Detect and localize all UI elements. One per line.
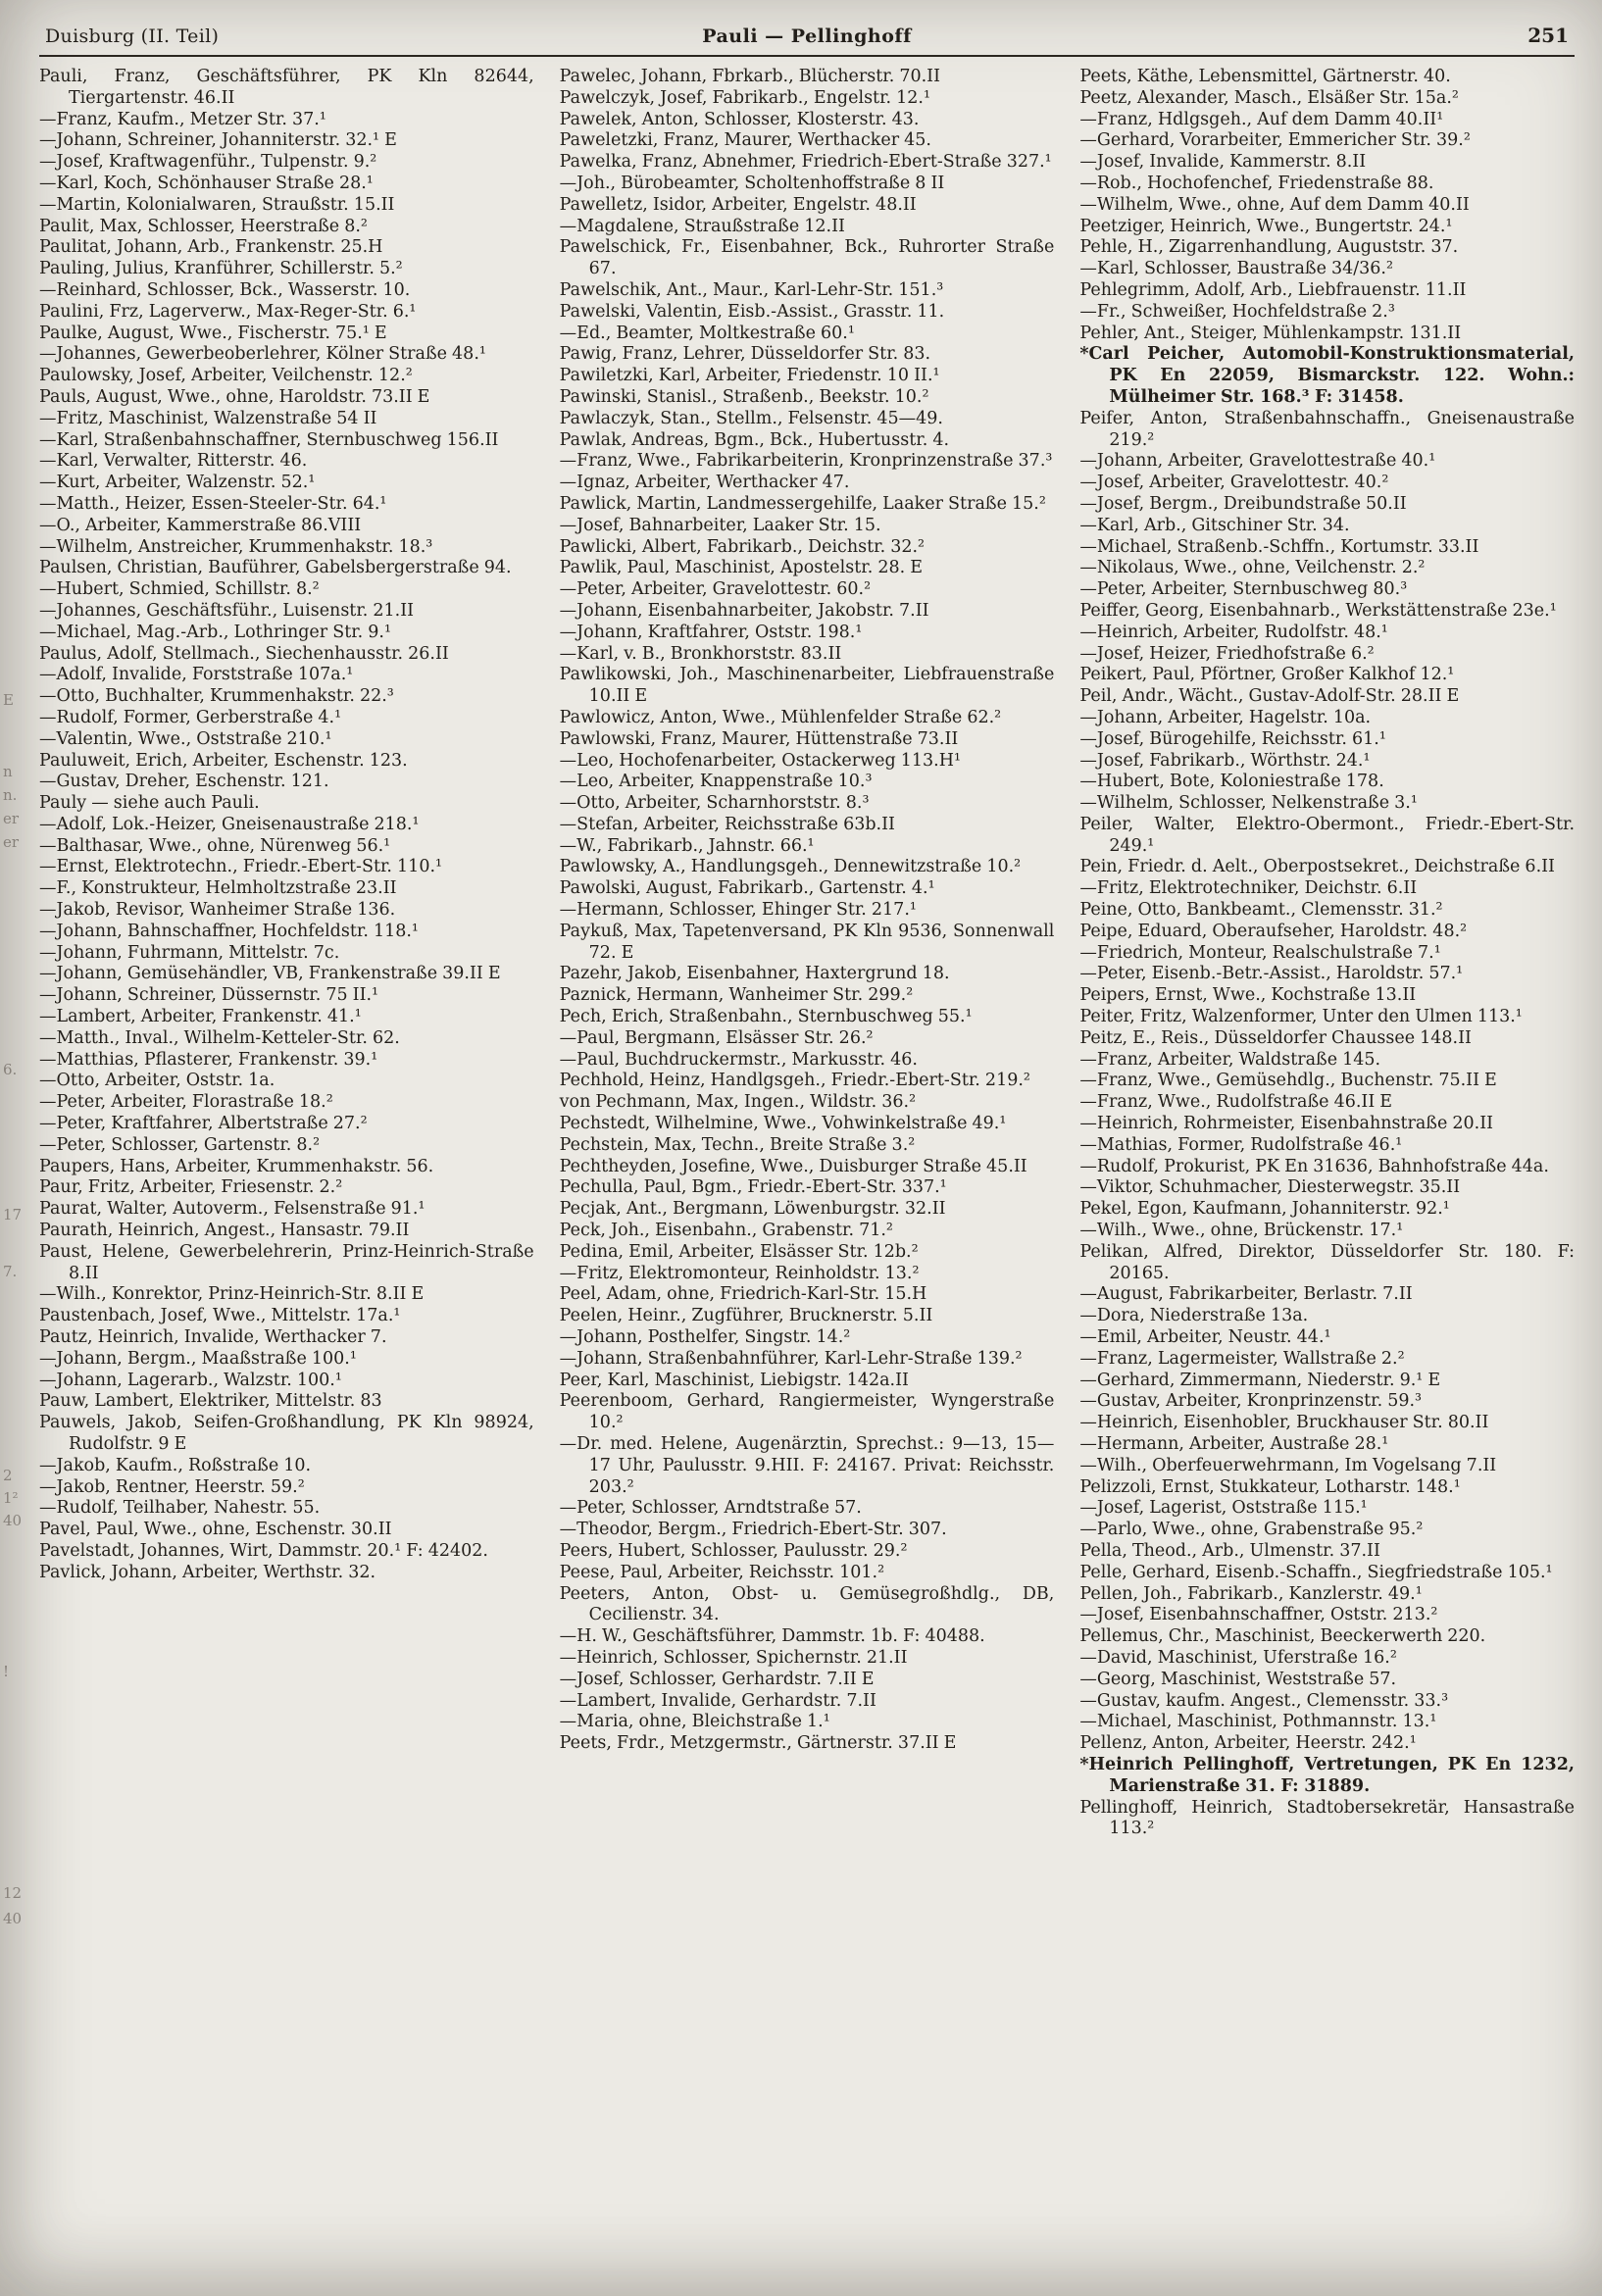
- directory-entry: —Ernst, Elektrotechn., Friedr.-Ebert-Str. 110.¹: [39, 857, 443, 877]
- directory-entry: —Josef, Schlosser, Gerhardstr. 7.II E: [559, 1669, 875, 1689]
- directory-entry: —Jakob, Revisor, Wanheimer Straße 136.: [39, 900, 396, 921]
- directory-entry: Peets, Frdr., Metzgermstr., Gärtnerstr. 37.II E: [559, 1733, 957, 1754]
- directory-entry: —Fritz, Maschinist, Walzenstraße 54 II: [39, 408, 377, 428]
- directory-entry: —Theodor, Bergm., Friedrich-Ebert-Str. 307.: [559, 1520, 947, 1540]
- directory-entry: —Franz, Hdlgsgeh., Auf dem Damm 40.II¹: [1079, 109, 1444, 129]
- directory-entry: —Gustav, Dreher, Eschenstr. 121.: [39, 772, 329, 792]
- directory-entry: Paulit, Max, Schlosser, Heerstraße 8.²: [39, 216, 368, 236]
- margin-artifact-mark: 40: [3, 1910, 23, 1927]
- directory-entry: —Franz, Wwe., Gemüsehdlg., Buchenstr. 75.II E: [1079, 1071, 1497, 1091]
- directory-entry: —Adolf, Lok.-Heizer, Gneisenaustraße 218.¹: [39, 814, 420, 834]
- directory-entry: —Wilh., Oberfeuerwehrmann, Im Vogelsang 7.II: [1079, 1455, 1497, 1475]
- directory-entry: —Georg, Maschinist, Weststraße 57.: [1079, 1669, 1397, 1689]
- directory-entry: Pawelletz, Isidor, Arbeiter, Engelstr. 48.II: [559, 194, 917, 215]
- directory-entry: —Johann, Lagerarb., Walzstr. 100.¹: [39, 1370, 342, 1390]
- directory-entry: Peerenboom, Gerhard, Rangiermeister, Wyngerstraße 10.²: [559, 1391, 1055, 1433]
- directory-columns: [39, 67, 1575, 1840]
- directory-entry: —Johann, Bergm., Maaßstraße 100.¹: [39, 1348, 357, 1369]
- directory-entry: —Friedrich, Monteur, Realschulstraße 7.¹: [1079, 942, 1441, 963]
- directory-entry: von Pechmann, Max, Ingen., Wildstr. 36.²: [559, 1092, 917, 1113]
- directory-entry: —Rudolf, Former, Gerberstraße 4.¹: [39, 707, 342, 727]
- directory-entry: —Josef, Bürogehilfe, Reichsstr. 61.¹: [1079, 728, 1386, 749]
- margin-artifact-mark: 40: [3, 1512, 23, 1529]
- directory-entry: —Josef, Arbeiter, Gravelottestr. 40.²: [1079, 473, 1389, 493]
- directory-entry: Pellenz, Anton, Arbeiter, Heerstr. 242.¹: [1079, 1733, 1417, 1754]
- directory-column-2: [560, 67, 1055, 1840]
- directory-entry: Peiter, Fritz, Walzenformer, Unter den Ulmen 113.¹: [1079, 1007, 1523, 1027]
- directory-entry: Pawlicki, Albert, Fabrikarb., Deichstr. 32.²: [559, 536, 926, 557]
- directory-entry: —Johann, Schreiner, Düssernstr. 75 II.¹: [39, 985, 379, 1006]
- directory-entry: Pawelschick, Fr., Eisenbahner, Bck., Ruhrorter Straße 67.: [559, 237, 1055, 279]
- directory-column-1: [39, 67, 534, 1840]
- directory-entry: —Matthias, Pflasterer, Frankenstr. 39.¹: [39, 1049, 378, 1070]
- header-city-label: Duisburg (II. Teil): [45, 25, 220, 47]
- directory-entry: Pavelstadt, Johannes, Wirt, Dammstr. 20.¹ F: 42402.: [39, 1540, 488, 1561]
- directory-entry: Peel, Adam, ohne, Friedrich-Karl-Str. 15.H: [559, 1284, 927, 1305]
- directory-entry: Pech, Erich, Straßenbahn., Sternbuschweg 55.¹: [559, 1007, 973, 1027]
- directory-entry: —Johann, Schreiner, Johanniterstr. 32.¹ E: [39, 130, 397, 151]
- directory-entry: Pechstedt, Wilhelmine, Wwe., Vohwinkelstraße 49.¹: [559, 1114, 1007, 1134]
- directory-entry: —Franz, Wwe., Rudolfstraße 46.II E: [1079, 1092, 1393, 1113]
- margin-artifact-mark: 2: [3, 1467, 13, 1484]
- directory-entry: Pein, Friedr. d. Aelt., Oberpostsekret., Deichstraße 6.II: [1079, 857, 1555, 877]
- directory-entry: Pawinski, Stanisl., Straßenb., Beekstr. 10.²: [559, 386, 929, 407]
- directory-entry: —Peter, Arbeiter, Florastraße 18.²: [39, 1092, 333, 1113]
- directory-entry: *Carl Peicher, Automobil-Konstruktionsmaterial, PK En 22059, Bismarckstr. 122. Wohn.: Mülheimer Str. 168.³ F: 31458.: [1079, 344, 1576, 407]
- directory-entry: —Michael, Straßenb.-Schffn., Kortumstr. 33.II: [1079, 536, 1479, 557]
- directory-entry: Pawlikowski, Joh., Maschinenarbeiter, Liebfrauenstraße 10.II E: [559, 665, 1055, 707]
- directory-entry: —Leo, Hochofenarbeiter, Ostackerweg 113.H¹: [559, 750, 961, 771]
- directory-entry: —Gustav, Arbeiter, Kronprinzenstr. 59.³: [1079, 1391, 1423, 1412]
- directory-entry: —Franz, Kaufm., Metzer Str. 37.¹: [39, 109, 326, 129]
- directory-entry: —Joh., Bürobeamter, Scholtenhoffstraße 8 II: [559, 173, 945, 193]
- margin-artifact-mark: 12: [3, 1884, 23, 1902]
- directory-entry: Pelle, Gerhard, Eisenb.-Schaffn., Siegfriedstraße 105.¹: [1079, 1562, 1553, 1582]
- directory-entry: —Nikolaus, Wwe., ohne, Veilchenstr. 2.²: [1079, 558, 1426, 578]
- directory-entry: —Gerhard, Vorarbeiter, Emmericher Str. 39.²: [1079, 130, 1471, 151]
- directory-entry: Pauly — siehe auch Pauli.: [39, 793, 260, 814]
- page-number: 251: [1527, 24, 1569, 47]
- directory-entry: —Franz, Wwe., Fabrikarbeiterin, Kronprinzenstraße 37.³: [559, 451, 1053, 472]
- margin-artifact-mark: !: [3, 1663, 10, 1680]
- margin-artifacts: [0, 0, 33, 2296]
- directory-entry: Pedina, Emil, Arbeiter, Elsässer Str. 12b.²: [559, 1241, 919, 1262]
- directory-entry: Pawlik, Paul, Maschinist, Apostelstr. 28. E: [559, 558, 924, 578]
- directory-entry: —Karl, Straßenbahnschaffner, Sternbuschweg 156.II: [39, 429, 499, 450]
- directory-entry: —Johann, Straßenbahnführer, Karl-Lehr-Straße 139.²: [559, 1348, 1023, 1369]
- directory-entry: —Josef, Invalide, Kammerstr. 8.II: [1079, 152, 1367, 173]
- directory-entry: Paulowsky, Josef, Arbeiter, Veilchenstr. 12.²: [39, 366, 413, 386]
- directory-entry: —Martin, Kolonialwaren, Straußstr. 15.II: [39, 194, 395, 215]
- directory-entry: —Hermann, Arbeiter, Austraße 28.¹: [1079, 1434, 1389, 1454]
- directory-entry: Pavlick, Johann, Arbeiter, Werthstr. 32.: [39, 1562, 376, 1582]
- directory-entry: —Matth., Inval., Wilhelm-Ketteler-Str. 62.: [39, 1027, 400, 1048]
- directory-entry: —Wilhelm, Anstreicher, Krummenhakstr. 18.³: [39, 536, 433, 557]
- directory-entry: Paur, Fritz, Arbeiter, Friesenstr. 2.²: [39, 1177, 343, 1198]
- directory-entry: —Josef, Lagerist, Oststraße 115.¹: [1079, 1498, 1368, 1519]
- directory-entry: —Dr. med. Helene, Augenärztin, Sprechst.: 9—13, 15—17 Uhr, Paulusstr. 9.HII. F: 24167. Privat: Reichsstr. 203.²: [559, 1434, 1055, 1497]
- directory-entry: —Michael, Mag.-Arb., Lothringer Str. 9.¹: [39, 622, 392, 642]
- directory-entry: —Gustav, kaufm. Angest., Clemensstr. 33.³: [1079, 1690, 1449, 1711]
- directory-entry: —Emil, Arbeiter, Neustr. 44.¹: [1079, 1327, 1331, 1348]
- directory-entry: Paulke, August, Wwe., Fischerstr. 75.¹ E: [39, 323, 387, 343]
- directory-entry: Pehler, Ant., Steiger, Mühlenkampstr. 131.II: [1079, 323, 1462, 343]
- margin-artifact-mark: 6.: [3, 1061, 18, 1078]
- directory-entry: Pawiletzki, Karl, Arbeiter, Friedenstr. 10 II.¹: [559, 366, 940, 386]
- directory-entry: —Leo, Arbeiter, Knappenstraße 10.³: [559, 772, 873, 792]
- directory-entry: —Wilhelm, Schlosser, Nelkenstraße 3.¹: [1079, 793, 1418, 814]
- directory-entry: —Dora, Niederstraße 13a.: [1079, 1306, 1309, 1326]
- directory-entry: —Rudolf, Teilhaber, Nahestr. 55.: [39, 1498, 321, 1519]
- directory-entry: —Johann, Gemüsehändler, VB, Frankenstraße 39.II E: [39, 964, 501, 984]
- directory-entry: —Heinrich, Rohrmeister, Eisenbahnstraße 20.II: [1079, 1114, 1494, 1134]
- directory-entry: —Paul, Bergmann, Elsässer Str. 26.²: [559, 1027, 874, 1048]
- directory-entry: —Johann, Fuhrmann, Mittelstr. 7c.: [39, 942, 340, 963]
- margin-artifact-mark: E: [3, 691, 14, 709]
- directory-entry: —Rudolf, Prokurist, PK En 31636, Bahnhofstraße 44a.: [1079, 1156, 1549, 1176]
- directory-entry: Paykuß, Max, Tapetenversand, PK Kln 9536, Sonnenwall 72. E: [559, 921, 1055, 963]
- directory-entry: —Wilh., Wwe., ohne, Brückenstr. 17.¹: [1079, 1221, 1404, 1241]
- directory-entry: Peets, Käthe, Lebensmittel, Gärtnerstr. 40.: [1079, 67, 1451, 86]
- directory-entry: —Fritz, Elektrotechniker, Deichstr. 6.II: [1079, 878, 1418, 899]
- directory-entry: —Karl, Koch, Schönhauser Straße 28.¹: [39, 173, 374, 193]
- directory-entry: Paulini, Frz, Lagerverw., Max-Reger-Str. 6.¹: [39, 301, 417, 322]
- directory-entry: —Jakob, Kaufm., Roßstraße 10.: [39, 1455, 312, 1475]
- directory-entry: Paustenbach, Josef, Wwe., Mittelstr. 17a.¹: [39, 1306, 401, 1326]
- directory-entry: —Reinhard, Schlosser, Bck., Wasserstr. 10.: [39, 279, 411, 300]
- directory-entry: —O., Arbeiter, Kammerstraße 86.VIII: [39, 515, 362, 535]
- header-name-range: Pauli — Pellinghoff: [702, 25, 912, 47]
- directory-entry: Pauli, Franz, Geschäftsführer, PK Kln 82644, Tiergartenstr. 46.II: [39, 67, 534, 108]
- margin-artifact-mark: 17: [3, 1206, 23, 1223]
- directory-entry: —Paul, Buchdruckermstr., Markusstr. 46.: [559, 1049, 918, 1070]
- directory-entry: —Josef, Bergm., Dreibundstraße 50.II: [1079, 493, 1407, 514]
- directory-entry: Peers, Hubert, Schlosser, Paulusstr. 29.²: [559, 1540, 908, 1561]
- directory-entry: —Josef, Eisenbahnschaffner, Oststr. 213.²: [1079, 1605, 1438, 1625]
- margin-artifact-mark: er: [3, 810, 20, 827]
- directory-entry: —Peter, Schlosser, Arndtstraße 57.: [559, 1498, 862, 1519]
- directory-entry: —Viktor, Schuhmacher, Diesterwegstr. 35.II: [1079, 1177, 1461, 1198]
- directory-entry: —Stefan, Arbeiter, Reichsstraße 63b.II: [559, 814, 895, 834]
- directory-entry: —Jakob, Rentner, Heerstr. 59.²: [39, 1476, 305, 1497]
- directory-entry: —Ed., Beamter, Moltkestraße 60.¹: [559, 323, 855, 343]
- directory-entry: Peer, Karl, Maschinist, Liebigstr. 142a.II: [559, 1370, 909, 1390]
- directory-entry: Pelizzoli, Ernst, Stukkateur, Lotharstr. 148.¹: [1079, 1476, 1461, 1497]
- directory-entry: —Otto, Arbeiter, Scharnhorststr. 8.³: [559, 793, 870, 814]
- directory-entry: Pawelka, Franz, Abnehmer, Friedrich-Ebert-Straße 327.¹: [559, 152, 1052, 173]
- directory-entry: Pechulla, Paul, Bgm., Friedr.-Ebert-Str. 337.¹: [559, 1177, 947, 1198]
- directory-entry: Pawelski, Valentin, Eisb.-Assist., Grasstr. 11.: [559, 301, 945, 322]
- directory-entry: Paust, Helene, Gewerbelehrerin, Prinz-Heinrich-Straße 8.II: [39, 1241, 534, 1283]
- directory-entry: —Johannes, Geschäftsführ., Luisenstr. 21.II: [39, 600, 415, 621]
- directory-entry: Pawelczyk, Josef, Fabrikarb., Engelstr. 12.¹: [559, 87, 931, 108]
- directory-entry: —Adolf, Invalide, Forststraße 107a.¹: [39, 665, 354, 685]
- directory-entry: Paurath, Heinrich, Angest., Hansastr. 79.II: [39, 1221, 410, 1241]
- directory-entry: Pawelec, Johann, Fbrkarb., Blücherstr. 70.II: [559, 67, 940, 86]
- directory-entry: —Karl, Verwalter, Ritterstr. 46.: [39, 451, 308, 472]
- directory-entry: Pellinghoff, Heinrich, Stadtobersekretär, Hansastraße 113.²: [1079, 1797, 1576, 1839]
- directory-entry: —Heinrich, Arbeiter, Rudolfstr. 48.¹: [1079, 622, 1388, 642]
- header-rule: [39, 55, 1575, 57]
- directory-entry: —Peter, Kraftfahrer, Albertstraße 27.²: [39, 1114, 368, 1134]
- directory-entry: —Peter, Eisenb.-Betr.-Assist., Haroldstr. 57.¹: [1079, 964, 1464, 984]
- directory-entry: —Heinrich, Eisenhobler, Bruckhauser Str. 80.II: [1079, 1413, 1489, 1433]
- directory-entry: Pauwels, Jakob, Seifen-Großhandlung, PK Kln 98924, Rudolfstr. 9 E: [39, 1413, 534, 1454]
- directory-entry: —Valentin, Wwe., Oststraße 210.¹: [39, 728, 332, 749]
- directory-entry: —Magdalene, Straußstraße 12.II: [559, 216, 845, 236]
- directory-entry: Peipe, Eduard, Oberaufseher, Haroldstr. 48.²: [1079, 921, 1468, 941]
- directory-entry: Pekel, Egon, Kaufmann, Johanniterstr. 92.¹: [1079, 1199, 1450, 1220]
- directory-entry: Pazehr, Jakob, Eisenbahner, Haxtergrund 18.: [559, 964, 950, 984]
- directory-entry: —Otto, Buchhalter, Krummenhakstr. 22.³: [39, 686, 394, 707]
- directory-entry: Pehle, H., Zigarrenhandlung, Auguststr. 37.: [1079, 237, 1459, 258]
- directory-entry: Pechtheyden, Josefine, Wwe., Duisburger Straße 45.II: [559, 1156, 1027, 1176]
- directory-entry: —H. W., Geschäftsführer, Dammstr. 1b. F: 40488.: [559, 1626, 985, 1647]
- directory-column-3: [1079, 67, 1575, 1840]
- directory-entry: Paupers, Hans, Arbeiter, Krummenhakstr. 56.: [39, 1156, 434, 1176]
- directory-entry: Pawlowsky, A., Handlungsgeh., Dennewitzstraße 10.²: [559, 857, 1022, 877]
- directory-entry: Peiffer, Georg, Eisenbahnarb., Werkstättenstraße 23e.¹: [1079, 600, 1557, 621]
- directory-entry: —Michael, Maschinist, Pothmannstr. 13.¹: [1079, 1712, 1437, 1732]
- directory-entry: Paulus, Adolf, Stellmach., Siechenhausstr. 26.II: [39, 643, 449, 664]
- directory-entry: —F., Konstrukteur, Helmholtzstraße 23.II: [39, 878, 397, 899]
- directory-entry: —Lambert, Invalide, Gerhardstr. 7.II: [559, 1690, 876, 1711]
- directory-entry: —Johann, Posthelfer, Singstr. 14.²: [559, 1327, 851, 1348]
- directory-entry: Peetziger, Heinrich, Wwe., Bungertstr. 24.¹: [1079, 216, 1453, 236]
- directory-entry: Peikert, Paul, Pförtner, Großer Kalkhof 12.¹: [1079, 665, 1455, 685]
- directory-entry: —Fritz, Elektromonteur, Reinholdstr. 13.²: [559, 1263, 920, 1283]
- directory-entry: Paznick, Hermann, Wanheimer Str. 299.²: [559, 985, 914, 1006]
- directory-entry: —Franz, Arbeiter, Waldstraße 145.: [1079, 1049, 1381, 1070]
- directory-entry: Pawelschik, Ant., Maur., Karl-Lehr-Str. 151.³: [559, 279, 944, 300]
- directory-entry: Pawelek, Anton, Schlosser, Klosterstr. 43.: [559, 109, 920, 129]
- directory-entry: —Gerhard, Zimmermann, Niederstr. 9.¹ E: [1079, 1370, 1441, 1390]
- directory-entry: Pauluweit, Erich, Arbeiter, Eschenstr. 123.: [39, 750, 408, 771]
- directory-entry: —Fr., Schweißer, Hochfeldstraße 2.³: [1079, 301, 1395, 322]
- directory-entry: —Johannes, Gewerbeoberlehrer, Kölner Straße 48.¹: [39, 344, 486, 365]
- directory-entry: —Johann, Bahnschaffner, Hochfeldstr. 118.¹: [39, 921, 419, 941]
- directory-entry: —Hubert, Schmied, Schillstr. 8.²: [39, 579, 320, 600]
- directory-entry: —Heinrich, Schlosser, Spichernstr. 21.II: [559, 1647, 908, 1668]
- directory-entry: Pauls, August, Wwe., ohne, Haroldstr. 73.II E: [39, 386, 430, 407]
- directory-entry: —Hermann, Schlosser, Ehinger Str. 217.¹: [559, 900, 917, 921]
- directory-entry: Pellemus, Chr., Maschinist, Beeckerwerth 220.: [1079, 1626, 1486, 1647]
- directory-entry: —Kurt, Arbeiter, Walzenstr. 52.¹: [39, 473, 316, 493]
- directory-entry: —Josef, Heizer, Friedhofstraße 6.²: [1079, 643, 1375, 664]
- directory-entry: —Peter, Arbeiter, Gravelottestr. 60.²: [559, 579, 872, 600]
- directory-entry: —Karl, Schlosser, Baustraße 34/36.²: [1079, 259, 1394, 279]
- directory-entry: Pawlaczyk, Stan., Stellm., Felsenstr. 45—49.: [559, 408, 943, 428]
- directory-entry: —Ignaz, Arbeiter, Werthacker 47.: [559, 473, 850, 493]
- directory-entry: —David, Maschinist, Uferstraße 16.²: [1079, 1647, 1397, 1668]
- directory-entry: Pella, Theod., Arb., Ulmenstr. 37.II: [1079, 1540, 1380, 1561]
- directory-entry: —August, Fabrikarbeiter, Berlastr. 7.II: [1079, 1284, 1413, 1305]
- directory-entry: —Peter, Schlosser, Gartenstr. 8.²: [39, 1134, 321, 1155]
- directory-entry: Peiler, Walter, Elektro-Obermont., Friedr.-Ebert-Str. 249.¹: [1079, 814, 1576, 856]
- directory-entry: —Rob., Hochofenchef, Friedenstraße 88.: [1079, 173, 1434, 193]
- directory-entry: Pawlowicz, Anton, Wwe., Mühlenfelder Straße 62.²: [559, 707, 1002, 727]
- margin-artifact-mark: 1²: [3, 1489, 19, 1507]
- directory-entry: —Josef, Bahnarbeiter, Laaker Str. 15.: [559, 515, 881, 535]
- directory-entry: —Josef, Fabrikarb., Wörthstr. 24.¹: [1079, 750, 1371, 771]
- directory-entry: Peipers, Ernst, Wwe., Kochstraße 13.II: [1079, 985, 1417, 1006]
- directory-entry: Pawolski, August, Fabrikarb., Gartenstr. 4.¹: [559, 878, 935, 899]
- directory-entry: —Maria, ohne, Bleichstraße 1.¹: [559, 1712, 830, 1732]
- directory-entry: —Peter, Arbeiter, Sternbuschweg 80.³: [1079, 579, 1408, 600]
- directory-entry: Pecjak, Ant., Bergmann, Löwenburgstr. 32.II: [559, 1199, 946, 1220]
- margin-artifact-mark: er: [3, 833, 20, 851]
- directory-entry: —Franz, Lagermeister, Wallstraße 2.²: [1079, 1348, 1405, 1369]
- directory-entry: Peitz, E., Reis., Düsseldorfer Chaussee 148.II: [1079, 1027, 1472, 1048]
- directory-entry: *Heinrich Pellinghoff, Vertretungen, PK En 1232, Marienstraße 31. F: 31889.: [1079, 1754, 1576, 1796]
- directory-entry: —Karl, Arb., Gitschiner Str. 34.: [1079, 515, 1350, 535]
- directory-entry: Pechstein, Max, Techn., Breite Straße 3.²: [559, 1134, 916, 1155]
- page-header: [39, 24, 1575, 47]
- directory-entry: —Josef, Kraftwagenführ., Tulpenstr. 9.²: [39, 152, 377, 173]
- directory-entry: Peelen, Heinr., Zugführer, Brucknerstr. 5.II: [559, 1306, 933, 1326]
- directory-entry: —Wilh., Konrektor, Prinz-Heinrich-Str. 8.II E: [39, 1284, 425, 1305]
- margin-artifact-mark: n: [3, 763, 13, 780]
- directory-entry: —Johann, Eisenbahnarbeiter, Jakobstr. 7.II: [559, 600, 929, 621]
- directory-entry: Pawlick, Martin, Landmessergehilfe, Laaker Straße 15.²: [559, 493, 1046, 514]
- directory-entry: Pellen, Joh., Fabrikarb., Kanzlerstr. 49.¹: [1079, 1583, 1423, 1604]
- directory-entry: Paulitat, Johann, Arb., Frankenstr. 25.H: [39, 237, 383, 258]
- directory-entry: Pehlegrimm, Adolf, Arb., Liebfrauenstr. 11.II: [1079, 279, 1467, 300]
- directory-entry: Peifer, Anton, Straßenbahnschaffn., Gneisenaustraße 219.²: [1079, 408, 1576, 450]
- directory-entry: Pawlak, Andreas, Bgm., Bck., Hubertusstr. 4.: [559, 429, 950, 450]
- directory-entry: Paulsen, Christian, Bauführer, Gabelsbergerstraße 94.: [39, 558, 512, 578]
- directory-entry: Peil, Andr., Wächt., Gustav-Adolf-Str. 28.II E: [1079, 686, 1460, 707]
- directory-entry: —Mathias, Former, Rudolfstraße 46.¹: [1079, 1134, 1403, 1155]
- directory-entry: Pavel, Paul, Wwe., ohne, Eschenstr. 30.II: [39, 1520, 392, 1540]
- directory-entry: Paurat, Walter, Autoverm., Felsenstraße 91.¹: [39, 1199, 426, 1220]
- directory-entry: —Wilhelm, Wwe., ohne, Auf dem Damm 40.II: [1079, 194, 1470, 215]
- directory-entry: Pelikan, Alfred, Direktor, Düsseldorfer Str. 180. F: 20165.: [1079, 1241, 1576, 1283]
- directory-entry: Pawlowski, Franz, Maurer, Hüttenstraße 73.II: [559, 728, 959, 749]
- directory-entry: Pautz, Heinrich, Invalide, Werthacker 7.: [39, 1327, 387, 1348]
- directory-entry: —Otto, Arbeiter, Oststr. 1a.: [39, 1071, 275, 1091]
- directory-entry: —Johann, Arbeiter, Gravelottestraße 40.¹: [1079, 451, 1436, 472]
- directory-entry: Pawig, Franz, Lehrer, Düsseldorfer Str. 83.: [559, 344, 931, 365]
- margin-artifact-mark: n.: [3, 786, 18, 804]
- directory-entry: —Lambert, Arbeiter, Frankenstr. 41.¹: [39, 1007, 362, 1027]
- directory-entry: Peck, Joh., Eisenbahn., Grabenstr. 71.²: [559, 1221, 893, 1241]
- directory-entry: Pauling, Julius, Kranführer, Schillerstr. 5.²: [39, 259, 403, 279]
- directory-entry: —W., Fabrikarb., Jahnstr. 66.¹: [559, 835, 815, 856]
- directory-entry: Peetz, Alexander, Masch., Elsäßer Str. 15a.²: [1079, 87, 1459, 108]
- directory-entry: —Johann, Kraftfahrer, Oststr. 198.¹: [559, 622, 863, 642]
- directory-entry: Peeters, Anton, Obst- u. Gemüsegroßhdlg., DB, Cecilienstr. 34.: [559, 1583, 1055, 1625]
- directory-entry: Pauw, Lambert, Elektriker, Mittelstr. 83: [39, 1391, 382, 1412]
- directory-entry: —Balthasar, Wwe., ohne, Nürenweg 56.¹: [39, 835, 391, 856]
- directory-entry: Paweletzki, Franz, Maurer, Werthacker 45.: [559, 130, 931, 151]
- directory-entry: —Matth., Heizer, Essen-Steeler-Str. 64.¹: [39, 493, 387, 514]
- margin-artifact-mark: 7.: [3, 1263, 18, 1280]
- directory-entry: Peine, Otto, Bankbeamt., Clemensstr. 31.²: [1079, 900, 1443, 921]
- directory-entry: —Karl, v. B., Bronkhorststr. 83.II: [559, 643, 842, 664]
- directory-entry: —Parlo, Wwe., ohne, Grabenstraße 95.²: [1079, 1520, 1424, 1540]
- directory-entry: —Johann, Arbeiter, Hagelstr. 10a.: [1079, 707, 1372, 727]
- directory-entry: Pechhold, Heinz, Handlgsgeh., Friedr.-Ebert-Str. 219.²: [559, 1071, 1030, 1091]
- directory-entry: —Hubert, Bote, Koloniestraße 178.: [1079, 772, 1384, 792]
- directory-entry: Peese, Paul, Arbeiter, Reichsstr. 101.²: [559, 1562, 885, 1582]
